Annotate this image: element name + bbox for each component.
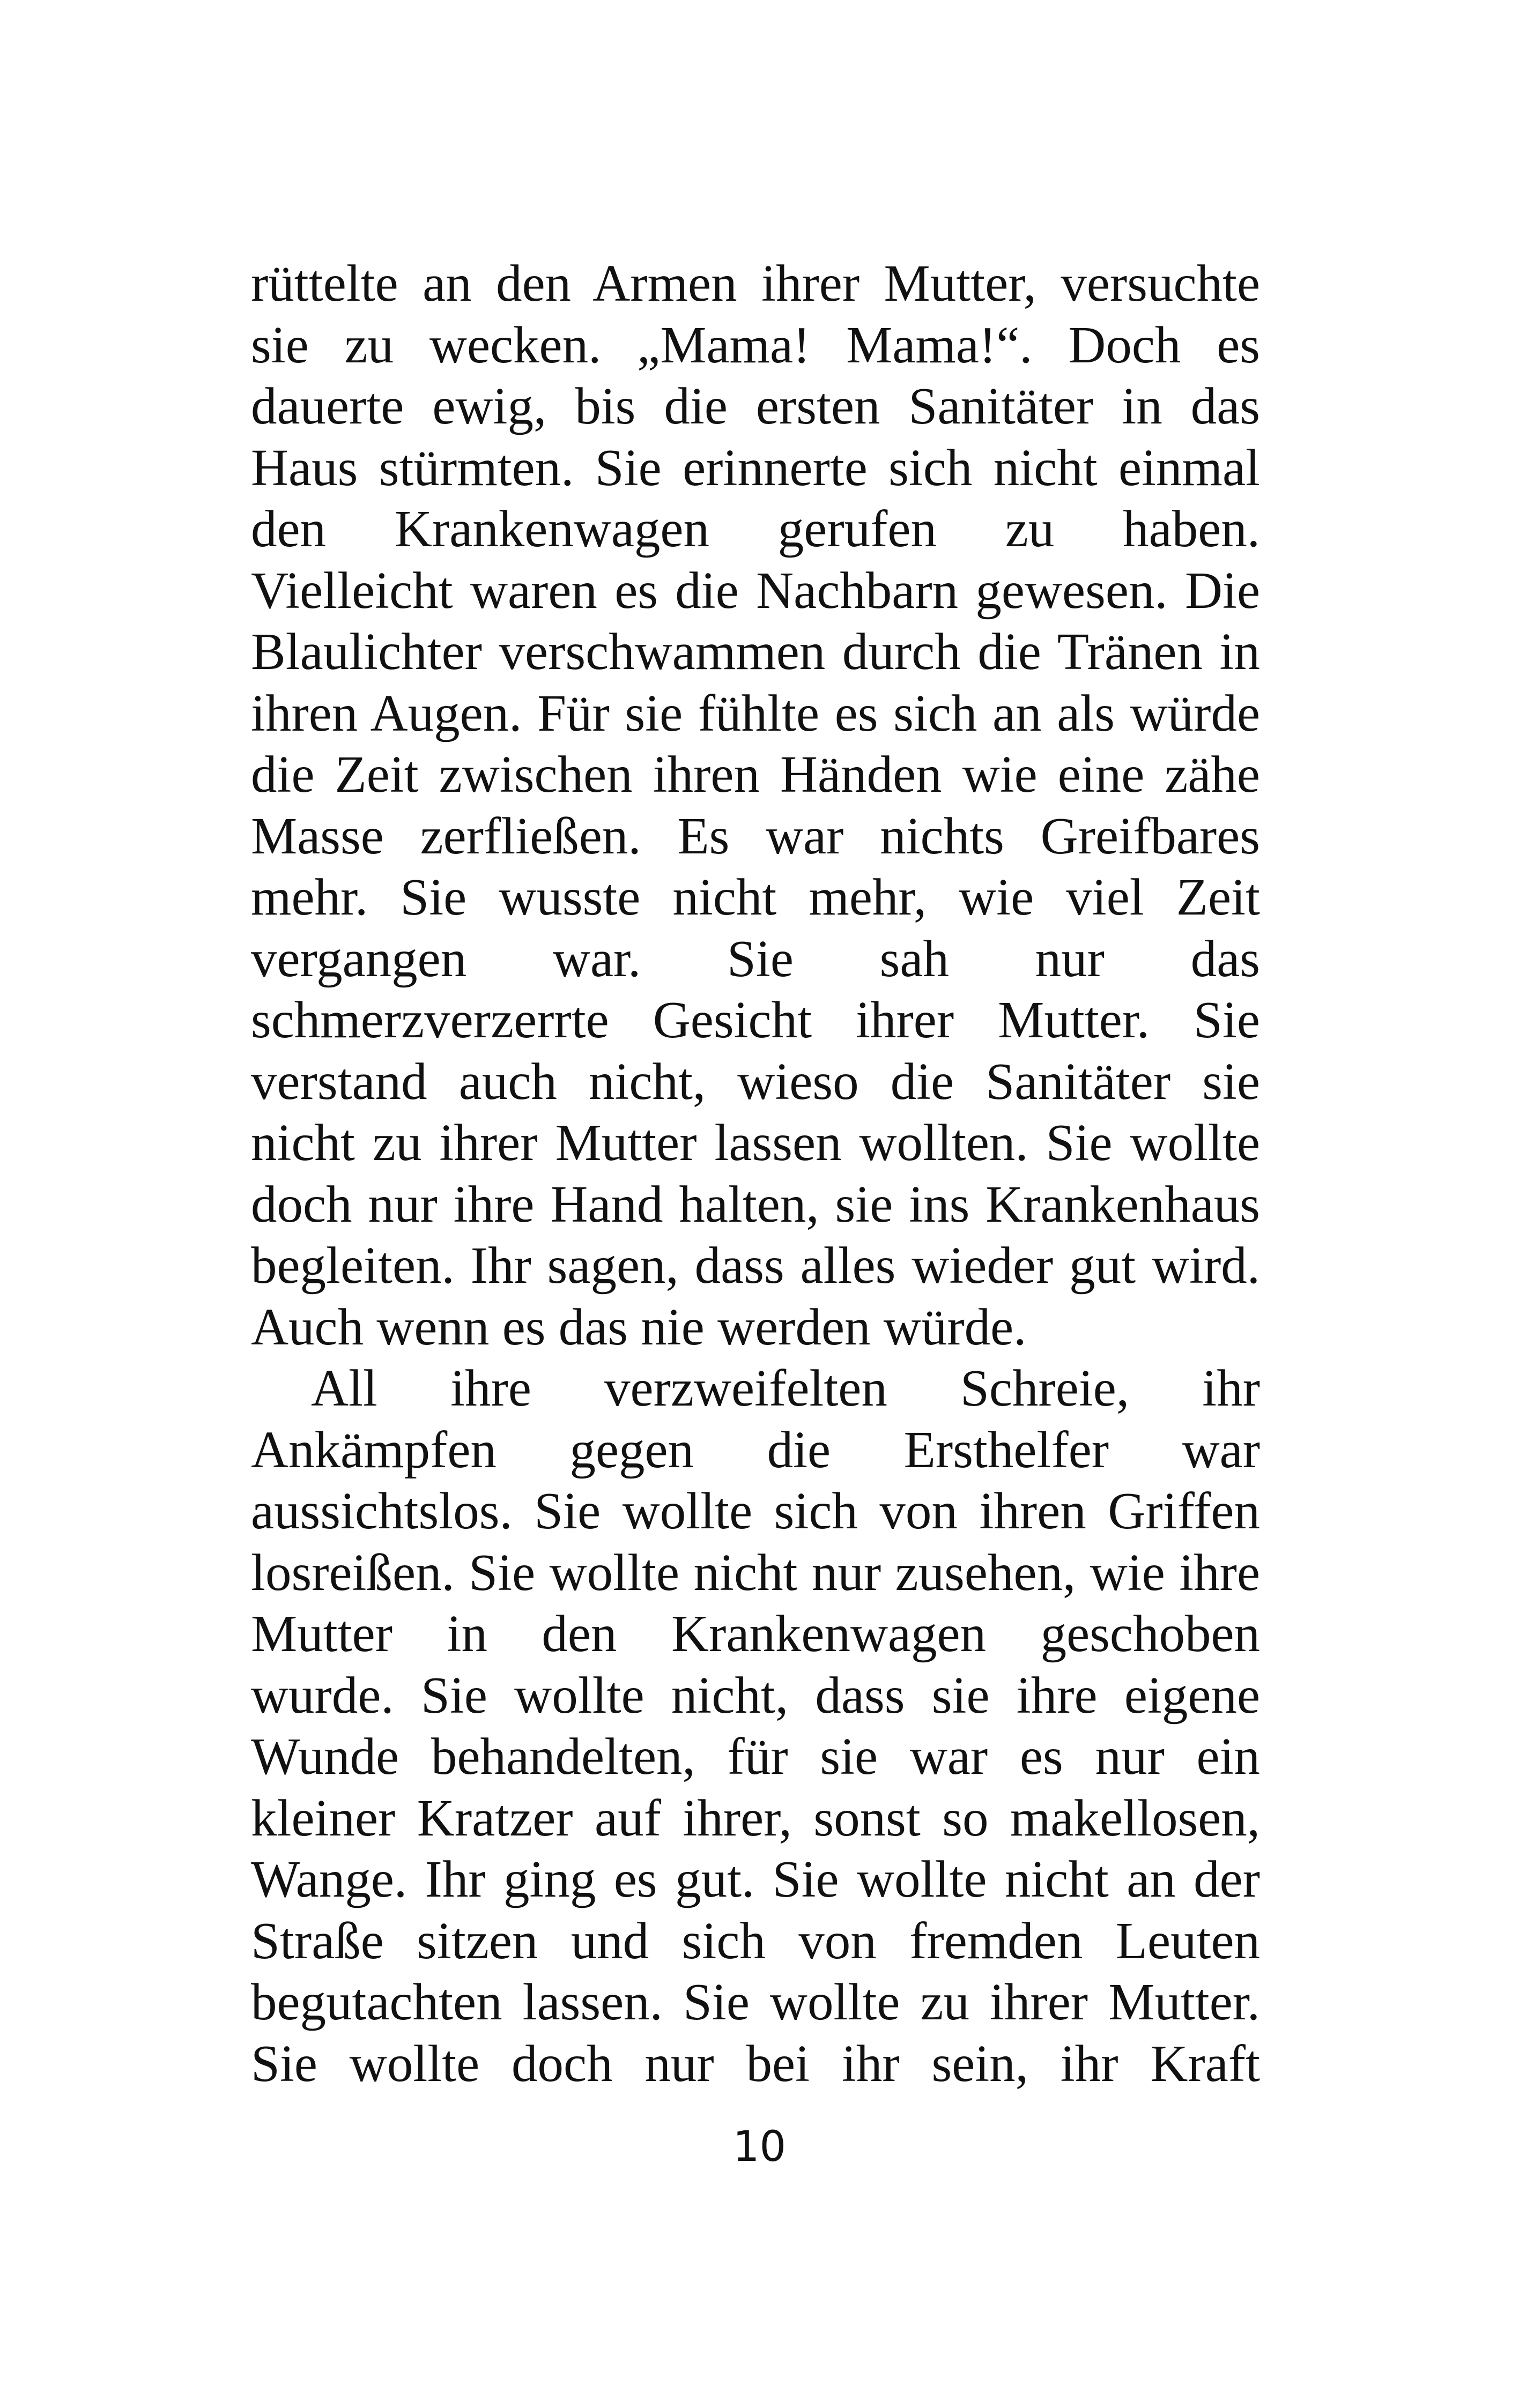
text-line: sie zu wecken. „Mama! Mama!“. Doch es [251,316,1260,374]
text-line: Wange. Ihr ging es gut. Sie wollte nicht an der [251,1850,1260,1908]
text-line: Vielleicht waren es die Nachbarn gewesen. Die [251,561,1260,619]
text-line: vergangen war. Sie sah nur das [251,930,1260,987]
page-number: 10 [732,2123,787,2171]
text-line: doch nur ihre Hand halten, sie ins Krankenhaus [251,1175,1260,1233]
text-line: den Krankenwagen gerufen zu haben. [251,500,1260,558]
text-line: Straße sitzen und sich von fremden Leuten [251,1912,1260,1969]
paragraph-first-line: All ihre verzweifelten Schreie, ihr [311,1359,1260,1417]
text-line: nicht zu ihrer Mutter lassen wollten. Sie wollte [251,1114,1260,1171]
paragraph-last-line: Auch wenn es das nie werden würde. [251,1298,1027,1356]
text-line: kleiner Kratzer auf ihrer, sonst so makellosen, [251,1789,1260,1847]
text-line: Masse zerfließen. Es war nichts Greifbares [251,807,1260,865]
text-line: wurde. Sie wollte nicht, dass sie ihre eigene [251,1666,1260,1724]
text-line: Mutter in den Krankenwagen geschoben [251,1605,1260,1662]
body-text [251,253,1260,2094]
text-line: verstand auch nicht, wieso die Sanitäter sie [251,1052,1260,1110]
text-line: mehr. Sie wusste nicht mehr, wie viel Zeit [251,868,1260,926]
text-line: begleiten. Ihr sagen, dass alles wieder gut wird. [251,1237,1260,1294]
text-line: Ankämpfen gegen die Ersthelfer war [251,1421,1260,1478]
text-line: Wunde behandelten, für sie war es nur ein [251,1728,1260,1785]
text-line: aussichtslos. Sie wollte sich von ihren Griffen [251,1482,1260,1540]
text-line: Haus stürmten. Sie erinnerte sich nicht einmal [251,439,1260,496]
text-line: Sie wollte doch nur bei ihr sein, ihr Kraft [251,2034,1260,2092]
text-line: die Zeit zwischen ihren Händen wie eine zähe [251,746,1260,803]
text-line: losreißen. Sie wollte nicht nur zusehen, wie ihre [251,1543,1260,1601]
text-line: dauerte ewig, bis die ersten Sanitäter in das [251,377,1260,435]
text-line: Blaulichter verschwammen durch die Tränen in [251,623,1260,680]
text-line: ihren Augen. Für sie fühlte es sich an als würde [251,684,1260,742]
text-line: schmerzverzerrte Gesicht ihrer Mutter. Sie [251,991,1260,1049]
text-line: rüttelte an den Armen ihrer Mutter, versuchte [251,255,1260,312]
text-line: begutachten lassen. Sie wollte zu ihrer Mutter. [251,1973,1260,2031]
